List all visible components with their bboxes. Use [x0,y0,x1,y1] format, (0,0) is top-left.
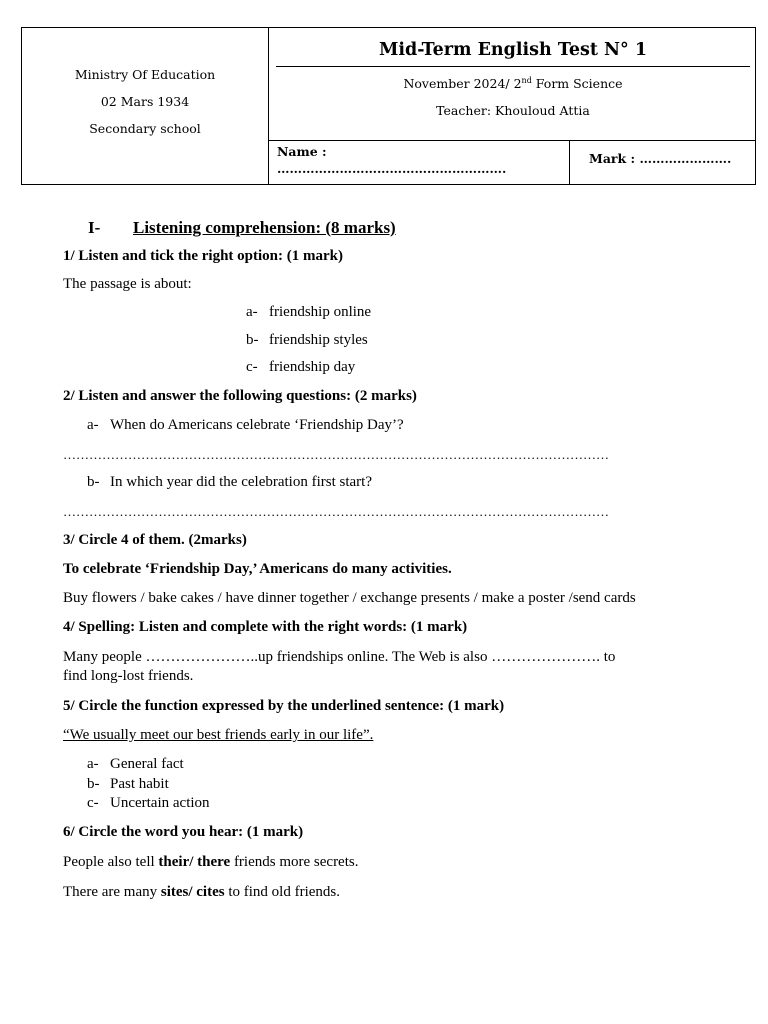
q2-answer-b-line[interactable]: ……………………………………………………………………………………………………………… [63,504,609,519]
exam-header [21,27,756,185]
q2-question-b: b- In which year did the celebration first start? [87,474,372,490]
exam-title: Mid-Term English Test N° 1 [378,40,648,60]
q1-option-b[interactable]: b- friendship styles [246,332,368,348]
q1-option-a[interactable]: a- friendship online [246,304,372,320]
q4-line-2: find long-lost friends. [63,668,194,684]
mark-divider [569,140,570,184]
q6-sentence-2[interactable]: There are many sites/ cites to find old friends. [63,884,340,900]
q3-choices[interactable]: Buy flowers / bake cakes / have dinner together / exchange presents / make a poster /send cards [63,590,636,606]
q2-answer-a-line[interactable]: ……………………………………………………………………………………………………………… [63,447,609,462]
name-label: Name : [277,144,327,159]
title-rule [276,66,750,67]
q4-title: 4/ Spelling: Listen and complete with the right words: (1 mark) [63,619,468,635]
ministry: Ministry Of Education [74,67,216,82]
name-dots: ………………………………………………. [277,161,507,176]
q5-title: 5/ Circle the function expressed by the underlined sentence: (1 mark) [63,698,505,714]
teacher: Teacher: Khouloud Attia [436,103,590,118]
q3-title: 3/ Circle 4 of them. (2marks) [63,532,247,548]
q4-line-1[interactable]: Many people …………………..up friendships online. The Web is also …………………. to [63,649,616,665]
name-field[interactable] [277,143,506,177]
q1-stem: The passage is about: [63,276,192,292]
q2-question-a: a- When do Americans celebrate ‘Friendship Day’? [87,417,404,433]
q6-sentence-1[interactable]: People also tell their/ there friends more secrets. [63,854,359,870]
q3-subtitle: To celebrate ‘Friendship Day,’ Americans do many activities. [63,561,452,577]
name-row-rule [269,140,755,141]
q1-option-c[interactable]: c- friendship day [246,359,356,375]
mark-field[interactable]: Mark : …………………. [589,151,732,166]
school-info [22,28,269,184]
school-line: 02 Mars 1934 [100,94,190,109]
school-type: Secondary school [89,121,201,136]
q5-option-b[interactable]: b- Past habit [87,776,169,792]
q2-title: 2/ Listen and answer the following questions: (2 marks) [63,388,417,404]
exam-date: November 2024/ 2nd Form Science [403,76,623,92]
q5-option-c[interactable]: c- Uncertain action [87,795,210,811]
q5-option-a[interactable]: a- General fact [87,756,184,772]
q6-title: 6/ Circle the word you hear: (1 mark) [63,824,304,840]
q5-sentence: “We usually meet our best friends early in our life”. [63,727,374,743]
section-number: I- [88,218,101,237]
section-title: Listening comprehension: (8 marks) [133,218,396,237]
q1-title: 1/ Listen and tick the right option: (1 mark) [63,248,344,264]
